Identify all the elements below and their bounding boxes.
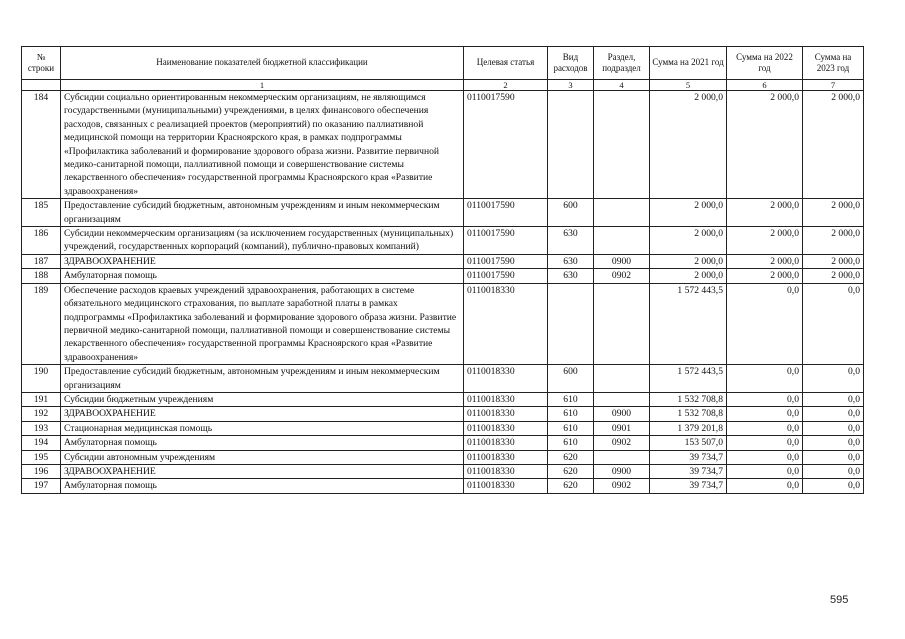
section-cell xyxy=(594,227,650,255)
sum-2023-cell: 0,0 xyxy=(803,365,864,393)
sum-2022-cell: 0,0 xyxy=(727,421,803,435)
section-cell: 0900 xyxy=(594,464,650,478)
table-row xyxy=(22,283,864,364)
expense-type-cell: 630 xyxy=(548,227,594,255)
section-cell xyxy=(594,91,650,199)
row-number-cell: 196 xyxy=(22,464,61,478)
expense-type-cell xyxy=(548,283,594,364)
target-article-cell: 0110018330 xyxy=(464,407,548,421)
indicator-name-cell: Субсидии некоммерческим организациям (за исключением государственных (муниципальных) учреждений, государственных корпораций (компаний), публично-правовых компаний) xyxy=(61,227,464,255)
sum-2023-cell: 0,0 xyxy=(803,464,864,478)
sum-2021-cell: 2 000,0 xyxy=(650,269,727,283)
indicator-name-cell: Предоставление субсидий бюджетным, автономным учреждениям и иным некоммерческим организациям xyxy=(61,365,464,393)
page-number: 595 xyxy=(830,594,849,606)
budget-table xyxy=(21,46,864,494)
sum-2021-cell: 2 000,0 xyxy=(650,91,727,199)
column-number: 4 xyxy=(594,80,650,91)
section-cell xyxy=(594,392,650,406)
indicator-name-cell: Стационарная медицинская помощь xyxy=(61,421,464,435)
indicator-name-cell: Субсидии социально ориентированным некоммерческим организациям, не являющимся государственными (муниципальными) учреждениями, в целях финансового обеспечения расходов, связанных с реализацией проектов (мероприятий) по оказанию паллиативной медицинской помощи на территории Красноярского края, в рамках подпрограммы «Профилактика заболеваний и формирование здорового образа жизни. Развитие первичной медико-санитарной помощи, паллиативной помощи и совершенствование системы лекарственного обеспечения» государственной программы Красноярского края «Развитие здравоохранения» xyxy=(61,91,464,199)
row-number-cell: 184 xyxy=(22,91,61,199)
section-cell: 0902 xyxy=(594,436,650,450)
section-cell: 0900 xyxy=(594,254,650,268)
sum-2023-cell: 0,0 xyxy=(803,450,864,464)
expense-type-cell: 600 xyxy=(548,365,594,393)
sum-2023-cell: 2 000,0 xyxy=(803,254,864,268)
target-article-cell: 0110017590 xyxy=(464,269,548,283)
expense-type-cell xyxy=(548,91,594,199)
row-number-cell: 189 xyxy=(22,283,61,364)
row-number-cell: 191 xyxy=(22,392,61,406)
indicator-name-cell: Амбулаторная помощь xyxy=(61,436,464,450)
expense-type-cell: 610 xyxy=(548,407,594,421)
column-number: 3 xyxy=(548,80,594,91)
expense-type-cell: 610 xyxy=(548,392,594,406)
header-indicator-name: Наименование показателей бюджетной классификации xyxy=(61,47,464,80)
table-row xyxy=(22,365,864,393)
sum-2021-cell: 1 379 201,8 xyxy=(650,421,727,435)
sum-2021-cell: 2 000,0 xyxy=(650,199,727,227)
row-number-cell: 190 xyxy=(22,365,61,393)
target-article-cell: 0110018330 xyxy=(464,283,548,364)
indicator-name-cell: Амбулаторная помощь xyxy=(61,479,464,493)
row-number-cell: 193 xyxy=(22,421,61,435)
sum-2021-cell: 1 532 708,8 xyxy=(650,407,727,421)
column-number: 1 xyxy=(61,80,464,91)
expense-type-cell: 620 xyxy=(548,479,594,493)
sum-2021-cell: 1 572 443,5 xyxy=(650,283,727,364)
header-sum-2023: Сумма на 2023 год xyxy=(803,47,864,80)
column-number-blank xyxy=(22,80,61,91)
row-number-cell: 197 xyxy=(22,479,61,493)
sum-2022-cell: 2 000,0 xyxy=(727,269,803,283)
section-cell: 0902 xyxy=(594,479,650,493)
column-numbers-row xyxy=(22,80,864,91)
target-article-cell: 0110018330 xyxy=(464,479,548,493)
table-row xyxy=(22,450,864,464)
sum-2022-cell: 0,0 xyxy=(727,365,803,393)
sum-2021-cell: 2 000,0 xyxy=(650,227,727,255)
sum-2023-cell: 0,0 xyxy=(803,436,864,450)
target-article-cell: 0110018330 xyxy=(464,421,548,435)
expense-type-cell: 620 xyxy=(548,464,594,478)
sum-2023-cell: 0,0 xyxy=(803,283,864,364)
sum-2022-cell: 0,0 xyxy=(727,392,803,406)
section-cell xyxy=(594,283,650,364)
row-number-cell: 187 xyxy=(22,254,61,268)
row-number-cell: 195 xyxy=(22,450,61,464)
table-body xyxy=(22,91,864,494)
target-article-cell: 0110018330 xyxy=(464,464,548,478)
row-number-cell: 188 xyxy=(22,269,61,283)
row-number-cell: 192 xyxy=(22,407,61,421)
expense-type-cell: 630 xyxy=(548,254,594,268)
column-number: 2 xyxy=(464,80,548,91)
table-row xyxy=(22,479,864,493)
sum-2023-cell: 2 000,0 xyxy=(803,269,864,283)
indicator-name-cell: Амбулаторная помощь xyxy=(61,269,464,283)
sum-2023-cell: 0,0 xyxy=(803,479,864,493)
sum-2022-cell: 2 000,0 xyxy=(727,227,803,255)
target-article-cell: 0110018330 xyxy=(464,450,548,464)
expense-type-cell: 610 xyxy=(548,436,594,450)
target-article-cell: 0110018330 xyxy=(464,392,548,406)
header-section: Раздел, подраздел xyxy=(594,47,650,80)
sum-2021-cell: 1 572 443,5 xyxy=(650,365,727,393)
sum-2022-cell: 2 000,0 xyxy=(727,91,803,199)
header-row-number: № строки xyxy=(22,47,61,80)
section-cell: 0900 xyxy=(594,407,650,421)
expense-type-cell: 620 xyxy=(548,450,594,464)
expense-type-cell: 630 xyxy=(548,269,594,283)
expense-type-cell: 610 xyxy=(548,421,594,435)
table-row xyxy=(22,227,864,255)
sum-2022-cell: 2 000,0 xyxy=(727,199,803,227)
section-cell xyxy=(594,450,650,464)
indicator-name-cell: ЗДРАВООХРАНЕНИЕ xyxy=(61,464,464,478)
table-row xyxy=(22,421,864,435)
table-row xyxy=(22,199,864,227)
section-cell: 0901 xyxy=(594,421,650,435)
sum-2022-cell: 0,0 xyxy=(727,283,803,364)
sum-2022-cell: 0,0 xyxy=(727,407,803,421)
row-number-cell: 186 xyxy=(22,227,61,255)
indicator-name-cell: Субсидии автономным учреждениям xyxy=(61,450,464,464)
sum-2022-cell: 0,0 xyxy=(727,450,803,464)
indicator-name-cell: ЗДРАВООХРАНЕНИЕ xyxy=(61,407,464,421)
table-row xyxy=(22,254,864,268)
row-number-cell: 185 xyxy=(22,199,61,227)
indicator-name-cell: ЗДРАВООХРАНЕНИЕ xyxy=(61,254,464,268)
indicator-name-cell: Предоставление субсидий бюджетным, автономным учреждениям и иным некоммерческим организациям xyxy=(61,199,464,227)
sum-2023-cell: 2 000,0 xyxy=(803,91,864,199)
row-number-cell: 194 xyxy=(22,436,61,450)
sum-2023-cell: 2 000,0 xyxy=(803,227,864,255)
table-row xyxy=(22,91,864,199)
sum-2023-cell: 0,0 xyxy=(803,421,864,435)
sum-2022-cell: 0,0 xyxy=(727,436,803,450)
sum-2023-cell: 0,0 xyxy=(803,407,864,421)
header-expense-type: Вид расходов xyxy=(548,47,594,80)
sum-2023-cell: 0,0 xyxy=(803,392,864,406)
header-sum-2022: Сумма на 2022 год xyxy=(727,47,803,80)
sum-2022-cell: 0,0 xyxy=(727,464,803,478)
column-number: 7 xyxy=(803,80,864,91)
sum-2022-cell: 0,0 xyxy=(727,479,803,493)
header-sum-2021: Сумма на 2021 год xyxy=(650,47,727,80)
sum-2022-cell: 2 000,0 xyxy=(727,254,803,268)
table-row xyxy=(22,269,864,283)
table-row xyxy=(22,436,864,450)
column-number: 6 xyxy=(727,80,803,91)
table-row xyxy=(22,464,864,478)
indicator-name-cell: Субсидии бюджетным учреждениям xyxy=(61,392,464,406)
target-article-cell: 0110018330 xyxy=(464,436,548,450)
target-article-cell: 0110017590 xyxy=(464,227,548,255)
section-cell: 0902 xyxy=(594,269,650,283)
section-cell xyxy=(594,199,650,227)
sum-2021-cell: 1 532 708,8 xyxy=(650,392,727,406)
sum-2021-cell: 2 000,0 xyxy=(650,254,727,268)
sum-2023-cell: 2 000,0 xyxy=(803,199,864,227)
sum-2021-cell: 153 507,0 xyxy=(650,436,727,450)
target-article-cell: 0110017590 xyxy=(464,199,548,227)
target-article-cell: 0110017590 xyxy=(464,254,548,268)
header-target-article: Целевая статья xyxy=(464,47,548,80)
target-article-cell: 0110017590 xyxy=(464,91,548,199)
sum-2021-cell: 39 734,7 xyxy=(650,479,727,493)
section-cell xyxy=(594,365,650,393)
column-number: 5 xyxy=(650,80,727,91)
table-row xyxy=(22,392,864,406)
target-article-cell: 0110018330 xyxy=(464,365,548,393)
table-header xyxy=(22,47,864,91)
sum-2021-cell: 39 734,7 xyxy=(650,450,727,464)
sum-2021-cell: 39 734,7 xyxy=(650,464,727,478)
table-row xyxy=(22,407,864,421)
expense-type-cell: 600 xyxy=(548,199,594,227)
indicator-name-cell: Обеспечение расходов краевых учреждений здравоохранения, работающих в системе обязательного медицинского страхования, по выплате заработной платы в рамках подпрограммы «Профилактика заболеваний и формирование здорового образа жизни. Развитие первичной медико-санитарной помощи, паллиативной помощи и совершенствование системы лекарственного обеспечения» государственной программы Красноярского края «Развитие здравоохранения» xyxy=(61,283,464,364)
